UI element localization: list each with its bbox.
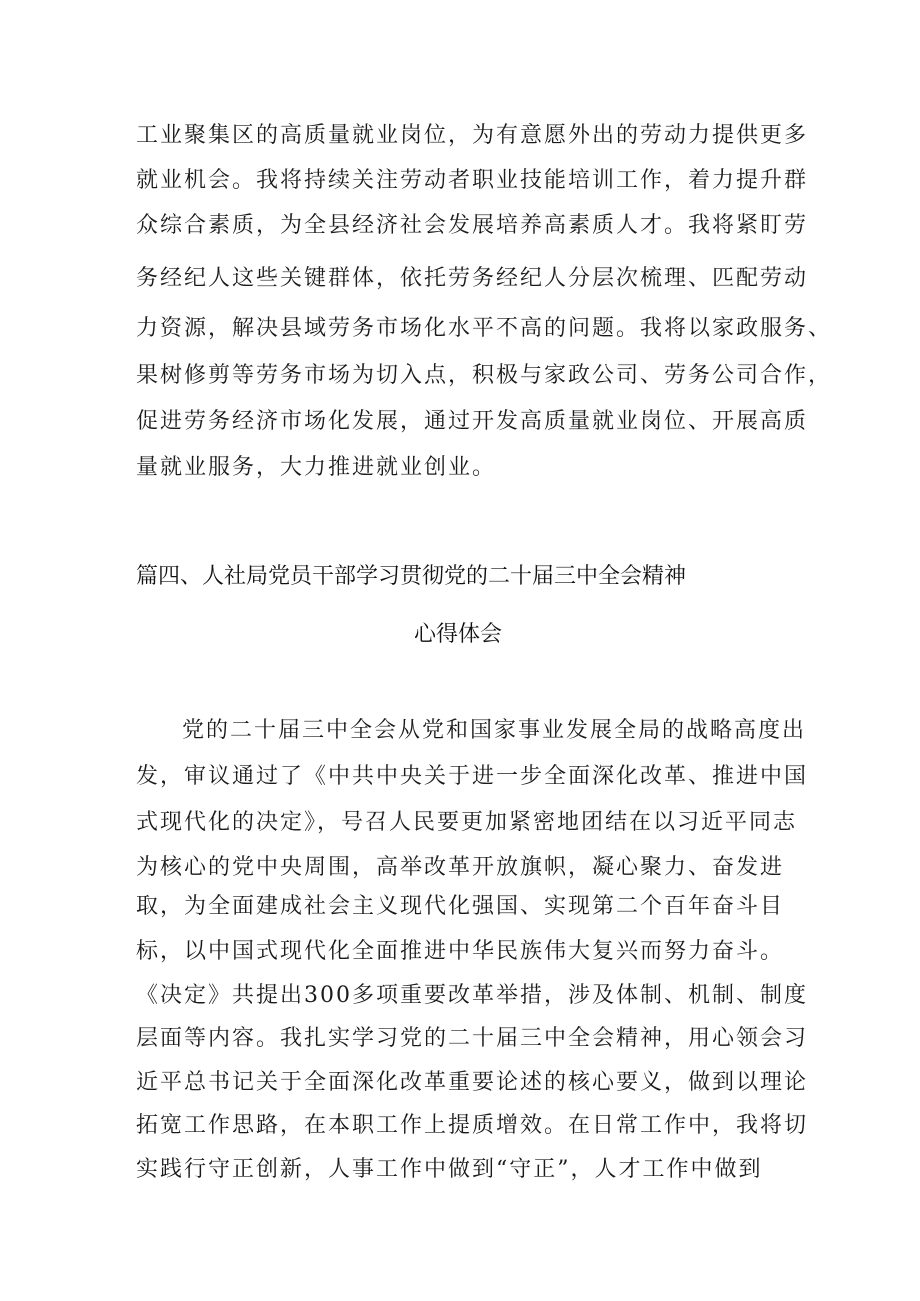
paragraph-2-line: 《决定》共提出300多项重要改革举措，涉及体制、机制、制度: [136, 983, 808, 1008]
paragraph-1-line: 量就业服务，大力推进就业创业。: [136, 455, 497, 480]
paragraph-1-line: 果树修剪等劳务市场为切入点，积极与家政公司、劳务公司合作，: [136, 363, 833, 388]
paragraph-2-line: 取，为全面建成社会主义现代化强国、实现第二个百年奋斗目: [136, 894, 785, 919]
paragraph-1-line: 促进劳务经济市场化发展，通过开发高质量就业岗位、开展高质: [136, 409, 809, 434]
paragraph-2-line: 式现代化的决定》，号召人民要更加紧密地团结在以习近平同志: [136, 810, 798, 835]
paragraph-1-line: 务经纪人这些关键群体，依托劳务经纪人分层次梳理、匹配劳动: [136, 266, 809, 291]
paragraph-2-line: 拓宽工作思路，在本职工作上提质增效。在日常工作中，我将切: [136, 1113, 809, 1138]
paragraph-1-line: 工业聚集区的高质量就业岗位，为有意愿外出的劳动力提供更多: [136, 123, 809, 148]
paragraph-1-line: 就业机会。我将持续关注劳动者职业技能培训工作，着力提升群: [136, 168, 809, 193]
paragraph-2-line: 近平总书记关于全面深化改革重要论述的核心要义，做到以理论: [136, 1070, 809, 1095]
section-heading-line-2: 心得体会: [414, 622, 503, 647]
paragraph-2-line: 为核心的党中央周围，高举改革开放旗帜，凝心聚力、奋发进: [136, 855, 785, 880]
paragraph-2-line: 党的二十届三中全会从党和国家事业发展全局的战略高度出: [182, 718, 807, 743]
paragraph-2-line: 标，以中国式现代化全面推进中华民族伟大复兴而努力奋斗。: [136, 939, 785, 964]
section-heading-line-1: 篇四、人社局党员干部学习贯彻党的二十届三中全会精神: [136, 564, 687, 589]
paragraph-2-line: 发，审议通过了《中共中央关于进一步全面深化改革、推进中国: [136, 764, 809, 789]
paragraph-2-line: 实践行守正创新，人事工作中做到“守正”，人才工作中做到: [136, 1157, 763, 1182]
paragraph-2-line: 层面等内容。我扎实学习党的二十届三中全会精神，用心领会习: [136, 1026, 809, 1051]
paragraph-1-line: 力资源，解决县域劳务市场化水平不高的问题。我将以家政服务、: [136, 316, 833, 341]
paragraph-1-line: 众综合素质，为全县经济社会发展培养高素质人才。我将紧盯劳: [136, 213, 809, 238]
